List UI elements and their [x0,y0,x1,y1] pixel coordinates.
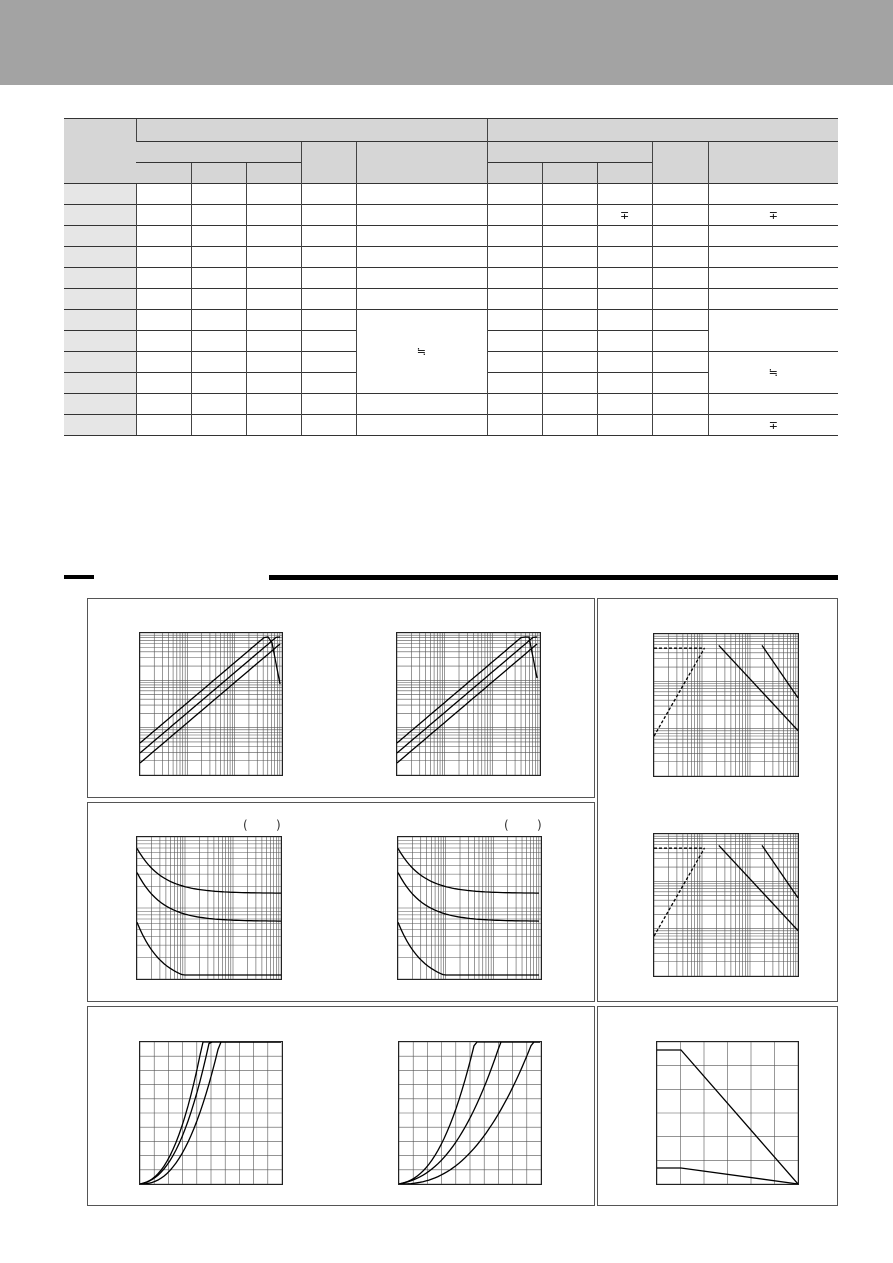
chart-4-svg [137,837,281,979]
minus-plus-symbol: ∓ [768,208,778,222]
approx-equal-symbol: ≒ [416,345,427,358]
series-line-dashed-rise [654,848,704,936]
table-column-header [597,163,652,184]
chart-7 [139,1041,283,1185]
approx-equal-symbol: ≒ [768,366,778,379]
chart-3-svg [654,634,798,776]
table-column-header [191,163,246,184]
chart-1 [139,632,283,776]
table-row [64,247,838,268]
table-column-header [356,142,487,184]
table-row [64,310,838,331]
series-line-2 [137,873,281,922]
table-row [64,268,838,289]
table-row [64,289,838,310]
chart-1-svg [140,633,282,775]
series-line-3 [397,637,537,743]
spec-table [64,118,838,436]
unit-paren-open: ( [243,818,248,832]
table-column-header [652,142,708,184]
table-corner-header [64,119,136,184]
chart-3 [653,633,799,777]
table-row [64,394,838,415]
table-column-header [246,163,301,184]
section-heading-rule-left [64,575,94,579]
series-line-1 [397,644,537,763]
chart-9 [656,1041,799,1185]
chart-2 [396,632,541,776]
unit-paren-open: ( [504,818,509,832]
table-row [64,415,838,436]
table-row [64,205,838,226]
table-column-header [136,163,191,184]
table-subgroup-header [487,142,652,163]
series-line-2 [397,637,537,753]
table-column-header [542,163,597,184]
chart-2-svg [397,633,540,775]
table-column-header [708,142,838,184]
series-line-3 [137,922,281,975]
chart-9-svg [657,1042,798,1184]
table-group-header-left [136,119,487,142]
table-row [64,184,838,205]
table-subgroup-header [136,142,301,163]
table-row [64,226,838,247]
unit-paren-close: ) [537,818,542,832]
page-header-bar [0,0,893,85]
chart-5-svg [398,837,541,979]
chart-8 [398,1041,542,1185]
table-column-header [487,163,542,184]
chart-8-svg [399,1042,541,1184]
chart-4 [136,836,282,980]
series-line-fall-2 [762,645,798,698]
chart-6-svg [654,834,798,976]
chart-6 [653,833,799,977]
unit-paren-close: ) [276,818,281,832]
chart-5 [397,836,542,980]
series-line-fall-2 [762,845,798,898]
table-group-header-right [487,119,838,142]
minus-plus-symbol: ∓ [768,418,778,432]
series-line-dashed-rise [654,648,704,736]
chart-7-svg [140,1042,282,1184]
section-heading-rule-right [269,575,838,580]
table-column-header [301,142,356,184]
minus-plus-symbol: ∓ [619,208,630,222]
